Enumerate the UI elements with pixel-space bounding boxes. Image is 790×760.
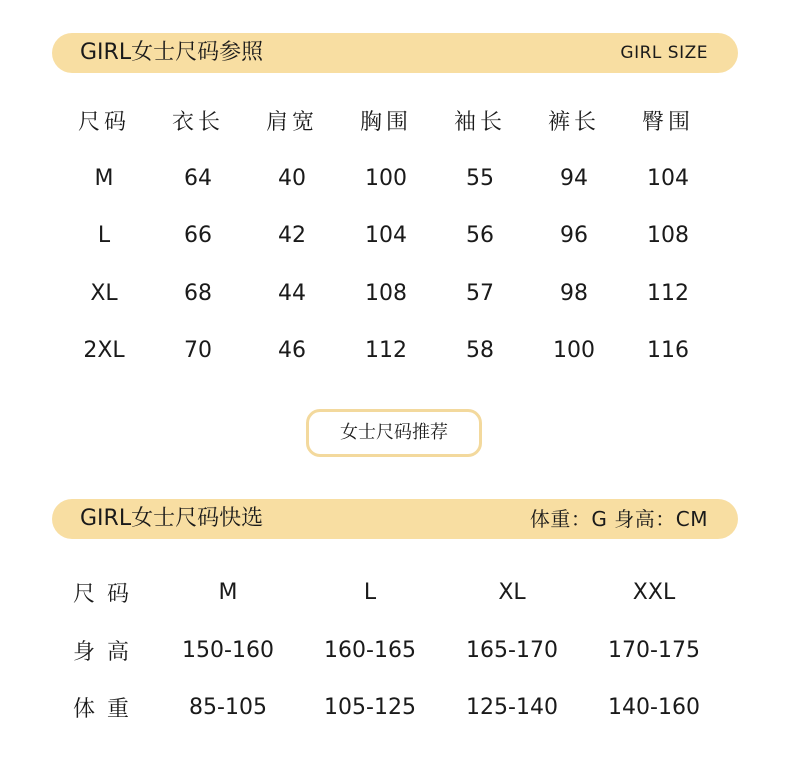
row-header: 体重 — [72, 697, 141, 723]
size-reference-title: GIRL女士尺码参照 — [80, 40, 264, 65]
table-cell: 160-165 — [324, 637, 416, 663]
table-row — [57, 679, 725, 737]
table-cell: 125-140 — [466, 695, 558, 721]
table-cell: M — [218, 580, 238, 606]
size-label-cell: XL — [90, 280, 118, 306]
table-row — [57, 150, 715, 208]
table-row — [57, 265, 715, 323]
table-cell: 112 — [647, 280, 689, 306]
column-header: 尺码 — [77, 110, 130, 136]
quick-select-banner — [52, 499, 738, 539]
table-cell: 42 — [278, 223, 306, 249]
column-header: 衣长 — [171, 110, 224, 136]
table-cell: XL — [498, 580, 526, 606]
table-cell: 165-170 — [466, 637, 558, 663]
table-cell: 40 — [278, 165, 306, 191]
table-cell: 100 — [365, 165, 407, 191]
column-header: 肩宽 — [265, 110, 318, 136]
size-label-cell: L — [97, 223, 111, 249]
table-cell: 85-105 — [189, 695, 267, 721]
row-header: 身高 — [72, 639, 141, 665]
quick-select-table — [57, 564, 725, 737]
table-cell: 108 — [647, 223, 689, 249]
table-cell: 66 — [184, 223, 212, 249]
table-cell: 70 — [184, 338, 212, 364]
size-reference-subtitle: GIRL SIZE — [620, 43, 708, 63]
table-cell: 112 — [365, 338, 407, 364]
quick-select-units: 体重：G 身高：CM — [529, 507, 708, 531]
table-cell: 68 — [184, 280, 212, 306]
column-header: 胸围 — [359, 110, 412, 136]
table-cell: 104 — [365, 223, 407, 249]
table-cell: 105-125 — [324, 695, 416, 721]
table-cell: 100 — [553, 338, 595, 364]
size-recommendation-button[interactable]: 女士尺码推荐 — [306, 409, 482, 457]
size-chart-table — [57, 92, 715, 380]
table-cell: 55 — [466, 165, 494, 191]
table-row — [57, 322, 715, 380]
table-row — [57, 564, 725, 622]
table-row — [57, 207, 715, 265]
table-cell: 57 — [466, 280, 494, 306]
column-header: 臀围 — [641, 110, 694, 136]
table-cell: XXL — [632, 580, 676, 606]
table-cell: 64 — [184, 165, 212, 191]
column-header: 袖长 — [453, 110, 506, 136]
quick-select-title: GIRL女士尺码快选 — [80, 506, 264, 531]
column-header: 裤长 — [547, 110, 600, 136]
table-cell: 44 — [278, 280, 306, 306]
table-cell: 104 — [647, 165, 689, 191]
table-cell: L — [363, 580, 377, 606]
table-cell: 56 — [466, 223, 494, 249]
size-label-cell: M — [94, 165, 114, 191]
table-cell: 96 — [560, 223, 588, 249]
table-cell: 150-160 — [182, 637, 274, 663]
table-cell: 98 — [560, 280, 588, 306]
table-cell: 116 — [647, 338, 689, 364]
size-chart-header-row — [57, 92, 715, 150]
table-cell: 170-175 — [608, 637, 700, 663]
table-cell: 140-160 — [608, 695, 700, 721]
table-row — [57, 622, 725, 680]
table-cell: 58 — [466, 338, 494, 364]
table-cell: 108 — [365, 280, 407, 306]
row-header: 尺码 — [72, 582, 141, 608]
table-cell: 46 — [278, 338, 306, 364]
size-label-cell: 2XL — [83, 338, 125, 364]
size-reference-banner — [52, 33, 738, 73]
table-cell: 94 — [560, 165, 588, 191]
